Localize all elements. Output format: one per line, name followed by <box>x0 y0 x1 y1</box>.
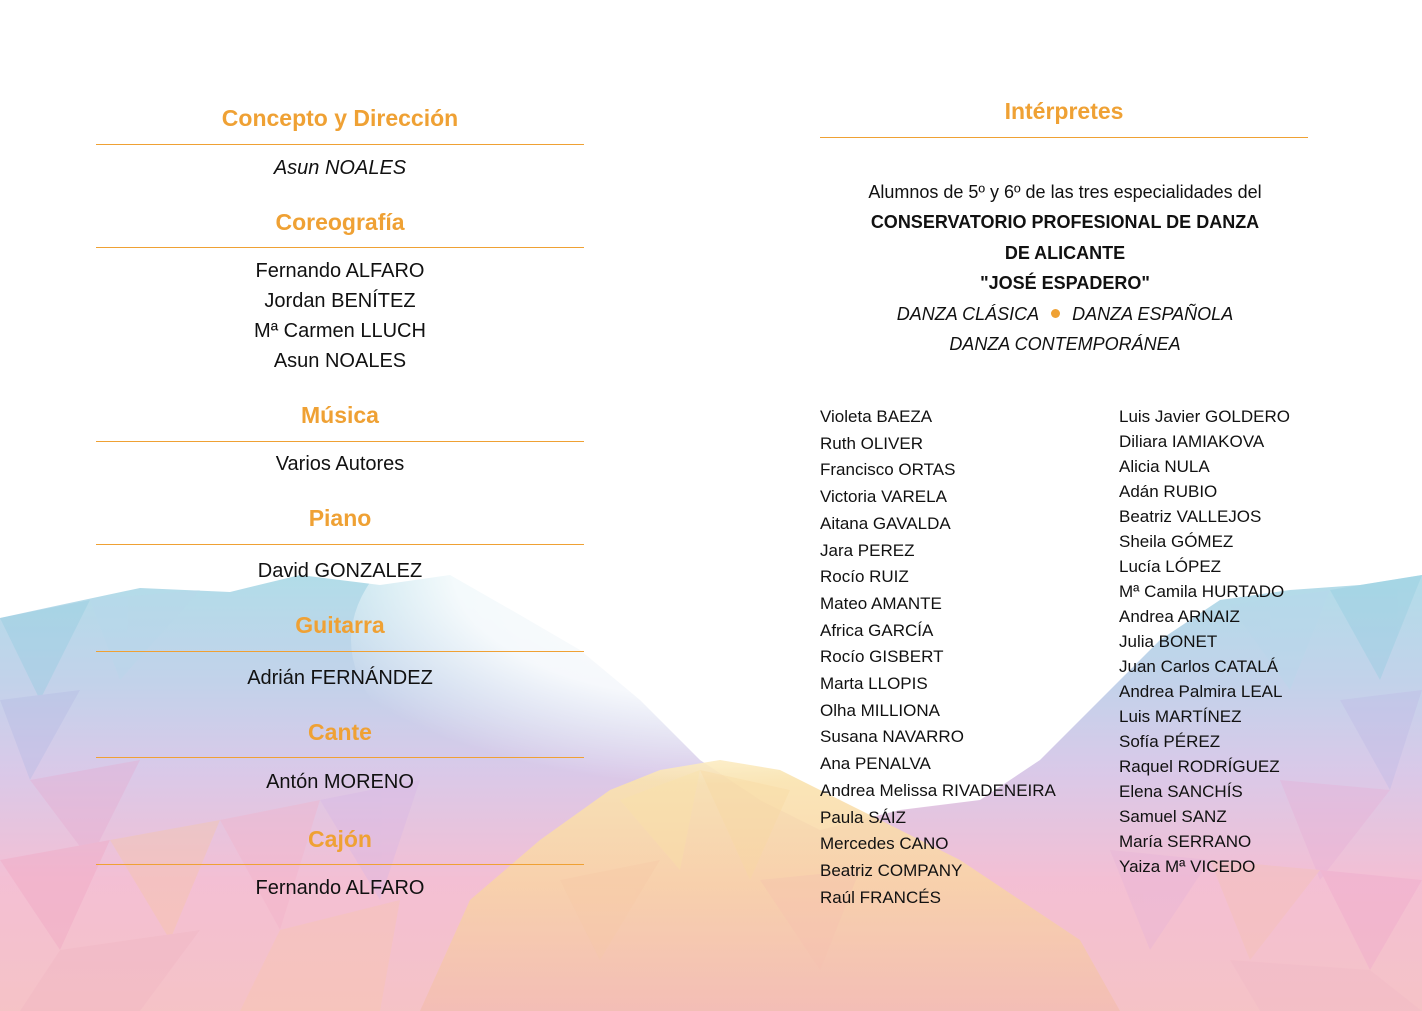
section-names-musica <box>96 449 584 479</box>
performer-name: Sofía PÉREZ <box>1119 732 1221 751</box>
performer-name: Andrea ARNAIZ <box>1119 607 1240 626</box>
credit-name: Varios Autores <box>275 453 405 475</box>
performer-name: Andrea Melissa RIVADENEIRA <box>820 780 1056 800</box>
performer-name: Susana NAVARRO <box>820 727 964 747</box>
performer-name: Ana PENALVA <box>820 754 931 774</box>
section-divider <box>96 651 584 652</box>
section-names-concepto <box>96 153 584 183</box>
performer-name: Andrea Palmira LEAL <box>1119 682 1283 701</box>
section-names-cajon <box>96 873 584 903</box>
performer-name: Rocío GISBERT <box>820 647 944 667</box>
section-title-piano: Piano <box>308 505 372 531</box>
performer-name: Adán RUBIO <box>1119 482 1218 501</box>
credit-name: David GONZALEZ <box>257 560 423 582</box>
credit-name: Mª Carmen LLUCH <box>254 320 426 342</box>
section-divider <box>96 544 584 545</box>
performer-name: Jara PEREZ <box>820 540 915 560</box>
section-title-concepto: Concepto y Dirección <box>221 105 459 131</box>
credit-name: Antón MORENO <box>266 771 414 793</box>
performers-column-2 <box>1119 404 1290 879</box>
specialty-contemporanea: DANZA CONTEMPORÁNEA <box>949 334 1181 355</box>
section-title-coreografia: Coreografía <box>275 209 405 235</box>
performers-column-1 <box>820 404 1056 911</box>
performer-name: Mercedes CANO <box>820 834 949 854</box>
interpretes-title: Intérpretes <box>1004 98 1124 124</box>
performer-name: Africa GARCÍA <box>820 620 934 640</box>
performer-name: Raquel RODRÍGUEZ <box>1119 757 1280 776</box>
section-names-cante <box>96 767 584 797</box>
performer-name: Yaiza Mª VICEDO <box>1119 857 1256 876</box>
section-title-guitarra: Guitarra <box>295 612 385 638</box>
performer-name: Sheila GÓMEZ <box>1119 532 1234 551</box>
performer-name: Raúl FRANCÉS <box>820 887 941 907</box>
performer-name: Beatriz COMPANY <box>820 860 963 880</box>
school-name-line3: "JOSÉ ESPADERO" <box>980 273 1150 294</box>
performer-name: Victoria VARELA <box>820 487 947 507</box>
performer-name: Paula SÁIZ <box>820 807 906 827</box>
performer-name: Violeta BAEZA <box>820 407 933 426</box>
credit-name: Jordan BENÍTEZ <box>264 290 416 312</box>
performer-name: Alicia NULA <box>1119 457 1210 476</box>
performer-name: Marta LLOPIS <box>820 674 928 694</box>
specialty-espanola: DANZA ESPAÑOLA <box>1072 303 1234 324</box>
section-divider <box>820 137 1308 138</box>
section-title-cajon: Cajón <box>308 826 372 852</box>
performer-name: Aitana GAVALDA <box>820 513 951 533</box>
specialties-line <box>820 299 1310 329</box>
credit-name: Fernando ALFARO <box>255 877 425 899</box>
section-divider <box>96 144 584 145</box>
performer-name: Samuel SANZ <box>1119 807 1227 826</box>
bullet-dot-icon <box>1051 309 1060 318</box>
school-name-line2: DE ALICANTE <box>1004 242 1126 263</box>
school-name-line1: CONSERVATORIO PROFESIONAL DE DANZA <box>870 212 1260 233</box>
section-names-piano <box>96 556 584 586</box>
section-divider <box>96 864 584 865</box>
performer-name: María SERRANO <box>1119 832 1252 851</box>
intro-line: Alumnos de 5º y 6º de las tres especialidades del <box>868 182 1262 202</box>
performer-name: Mª Camila HURTADO <box>1119 582 1285 601</box>
section-divider <box>96 441 584 442</box>
section-names-guitarra <box>96 663 584 693</box>
performer-name: Luis Javier GOLDERO <box>1119 407 1290 426</box>
credit-name: Asun NOALES <box>273 350 407 372</box>
credit-name: Fernando ALFARO <box>255 260 425 282</box>
performer-name: Luis MARTÍNEZ <box>1119 707 1242 726</box>
performer-name: Juan Carlos CATALÁ <box>1119 657 1279 676</box>
performer-name: Julia BONET <box>1119 632 1218 651</box>
performer-name: Beatriz VALLEJOS <box>1119 507 1262 526</box>
performer-name: Elena SANCHÍS <box>1119 782 1243 801</box>
performer-name: Rocío RUIZ <box>820 567 909 587</box>
credit-name: Asun NOALES <box>273 157 407 179</box>
section-title-musica: Música <box>301 402 379 428</box>
section-title-cante: Cante <box>308 719 372 745</box>
section-divider <box>96 757 584 758</box>
performer-name: Mateo AMANTE <box>820 593 942 613</box>
performer-name: Lucía LÓPEZ <box>1119 557 1222 576</box>
school-intro <box>820 177 1310 359</box>
performer-name: Francisco ORTAS <box>820 460 956 480</box>
performer-name: Ruth OLIVER <box>820 433 923 453</box>
section-divider <box>96 247 584 248</box>
performer-name: Olha MILLIONA <box>820 700 940 720</box>
section-names-coreografia <box>96 256 584 376</box>
specialty-clasica: DANZA CLÁSICA <box>896 303 1040 324</box>
credit-name: Adrián FERNÁNDEZ <box>247 667 433 689</box>
performer-name: Diliara IAMIAKOVA <box>1119 432 1265 451</box>
